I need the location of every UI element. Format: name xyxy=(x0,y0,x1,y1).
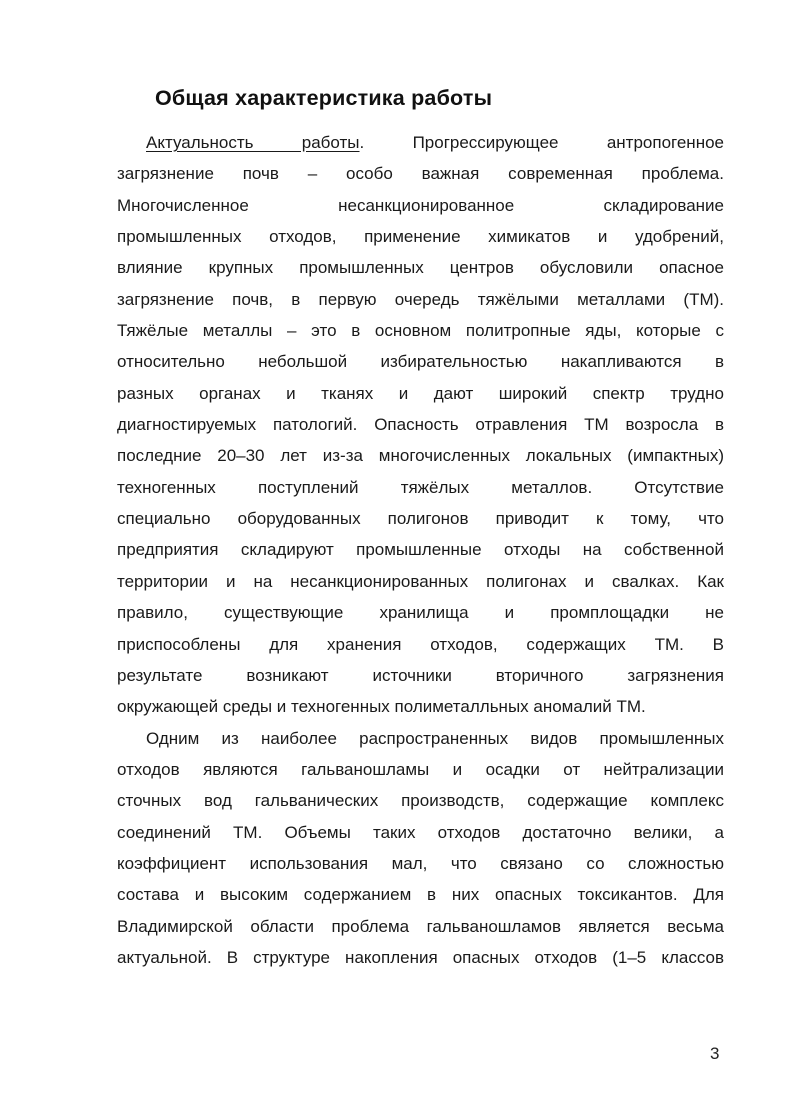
paragraph-1-line: загрязнение почв – особо важная современная проблема. xyxy=(117,164,724,184)
paragraph-2-line: отходов являются гальваношламы и осадки от нейтрализации xyxy=(117,759,724,779)
paragraph-1-line: влияние крупных промышленных центров обусловили опасное xyxy=(117,258,724,278)
paragraph-1-line-1 xyxy=(117,127,724,158)
paragraph-1-line: относительно небольшой избирательностью накапливаются в xyxy=(117,352,724,372)
paragraph-2-line: состава и высоким содержанием в них опасных токсикантов. Для xyxy=(117,885,724,905)
paragraph-1-line: предприятия складируют промышленные отходы на собственной xyxy=(117,540,724,560)
paragraph-1-line: Многочисленное несанкционированное складирование xyxy=(117,195,724,215)
page-number: 3 xyxy=(710,1044,720,1063)
paragraph-2-line: Владимирской области проблема гальваношламов является весьма xyxy=(117,916,724,936)
paragraph-1-line: специально оборудованных полигонов приводит к тому, что xyxy=(117,509,724,529)
paragraph-1-line: окружающей среды и техногенных полиметалльных аномалий ТМ. xyxy=(117,697,646,717)
paragraph-1-line: диагностируемых патологий. Опасность отравления ТМ возросла в xyxy=(117,415,724,435)
paragraph-1-line-1-rest: Прогрессирующее антропогенное xyxy=(412,133,724,152)
paragraph-1-line: приспособлены для хранения отходов, содержащих ТМ. В xyxy=(117,634,724,654)
paragraph-2-line: сточных вод гальванических производств, содержащие комплекс xyxy=(117,791,724,811)
topic-relevance-label: Актуальность работы xyxy=(146,133,360,152)
paragraph-2-line: соединений ТМ. Объемы таких отходов достаточно велики, а xyxy=(117,822,724,842)
paragraph-1-line: последние 20–30 лет из-за многочисленных локальных (импактных) xyxy=(117,446,724,466)
paragraph-1-line: техногенных поступлений тяжёлых металлов. Отсутствие xyxy=(117,477,724,497)
paragraph-2-line: Одним из наиболее распространенных видов промышленных xyxy=(146,728,724,748)
paragraph-2-line: актуальной. В структуре накопления опасных отходов (1–5 классов xyxy=(117,947,724,967)
section-heading: Общая характеристика работы xyxy=(155,86,493,110)
lead-punct: . xyxy=(359,133,365,152)
paragraph-1-line: правило, существующие хранилища и промплощадки не xyxy=(117,603,724,623)
paragraph-2-line: коэффициент использования мал, что связано со сложностью xyxy=(117,853,724,873)
paragraph-1-line: загрязнение почв, в первую очередь тяжёлыми металлами (ТМ). xyxy=(117,289,724,309)
paragraph-1-line: результате возникают источники вторичного загрязнения xyxy=(117,665,724,685)
paragraph-1-line: разных органах и тканях и дают широкий спектр трудно xyxy=(117,383,724,403)
paragraph-1-line: Тяжёлые металлы – это в основном политропные яды, которые с xyxy=(117,321,724,341)
body-text xyxy=(117,127,724,973)
paragraph-1-line: территории и на несанкционированных полигонах и свалках. Как xyxy=(117,571,724,591)
paragraph-1-line: промышленных отходов, применение химикатов и удобрений, xyxy=(117,227,724,247)
